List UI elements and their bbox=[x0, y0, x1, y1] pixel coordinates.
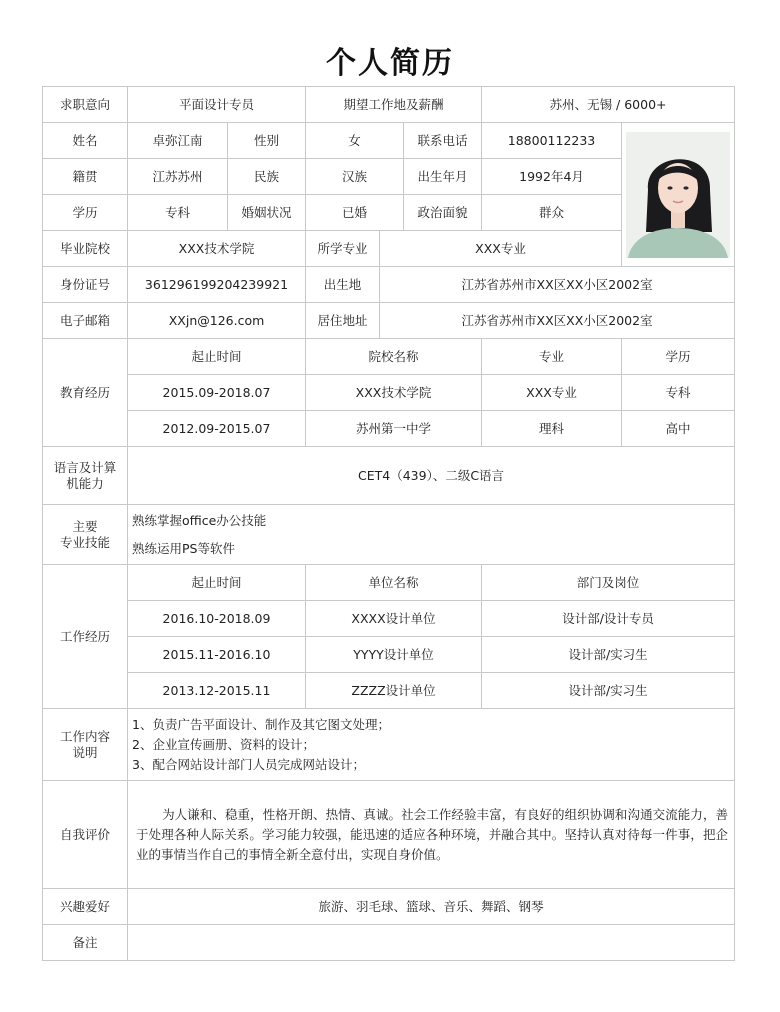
name-value: 卓弥江南 bbox=[128, 123, 228, 159]
work-row-2-dept: 设计部/实习生 bbox=[482, 637, 735, 673]
education-label: 教育经历 bbox=[43, 339, 128, 447]
work-row-2-time: 2015.11-2016.10 bbox=[128, 637, 306, 673]
edu-header-school: 院校名称 bbox=[306, 339, 482, 375]
language-value: CET4（439）、二级C语言 bbox=[128, 447, 735, 505]
table-row bbox=[43, 637, 735, 673]
phone-label: 联系电话 bbox=[404, 123, 482, 159]
address-label: 居住地址 bbox=[306, 303, 380, 339]
edu-header-degree: 学历 bbox=[622, 339, 735, 375]
edu-row-1-degree: 专科 bbox=[622, 375, 735, 411]
duty-item: 1、负责广告平面设计、制作及其它图文处理； bbox=[132, 716, 390, 732]
resume-grid bbox=[42, 86, 735, 961]
birthplace-value: 江苏省苏州市XX区XX小区2002室 bbox=[380, 267, 735, 303]
edu-row-2-major: 理科 bbox=[482, 411, 622, 447]
marriage-label: 婚姻状况 bbox=[228, 195, 306, 231]
gender-value: 女 bbox=[306, 123, 404, 159]
id-value: 361296199204239921 bbox=[128, 267, 306, 303]
work-label: 工作经历 bbox=[43, 565, 128, 709]
expect-value: 苏州、无锡 / 6000+ bbox=[482, 87, 735, 123]
hobbies-label: 兴趣爱好 bbox=[43, 889, 128, 925]
major-label: 所学专业 bbox=[306, 231, 380, 267]
work-header-dept: 部门及岗位 bbox=[482, 565, 735, 601]
self-eval-label: 自我评价 bbox=[43, 781, 128, 889]
duty-item: 3、配合网站设计部门人员完成网站设计； bbox=[132, 756, 365, 772]
intent-label: 求职意向 bbox=[43, 87, 128, 123]
duties-label-line1: 工作内容 bbox=[59, 728, 110, 744]
edu-row-2-time: 2012.09-2015.07 bbox=[128, 411, 306, 447]
skills-label-line1: 主要 bbox=[72, 518, 98, 534]
edu-header-time: 起止时间 bbox=[128, 339, 306, 375]
work-header-company: 单位名称 bbox=[306, 565, 482, 601]
origin-value: 江苏苏州 bbox=[128, 159, 228, 195]
work-row-1-dept: 设计部/设计专员 bbox=[482, 601, 735, 637]
edu-row-2-degree: 高中 bbox=[622, 411, 735, 447]
birth-value: 1992年4月 bbox=[482, 159, 622, 195]
skills-label-line2: 专业技能 bbox=[59, 534, 110, 550]
notes-label: 备注 bbox=[43, 925, 128, 961]
origin-label: 籍贯 bbox=[43, 159, 128, 195]
edu-header-major: 专业 bbox=[482, 339, 622, 375]
name-label: 姓名 bbox=[43, 123, 128, 159]
skills-label bbox=[43, 505, 128, 565]
table-row bbox=[43, 673, 735, 709]
work-header-time: 起止时间 bbox=[128, 565, 306, 601]
profile-photo bbox=[626, 132, 730, 258]
school-label: 毕业院校 bbox=[43, 231, 128, 267]
email-value: XXjn@126.com bbox=[128, 303, 306, 339]
expect-label: 期望工作地及薪酬 bbox=[306, 87, 482, 123]
language-label-line2: 机能力 bbox=[66, 475, 104, 491]
duties-label bbox=[43, 709, 128, 781]
intent-value: 平面设计专员 bbox=[128, 87, 306, 123]
notes-value[interactable] bbox=[128, 925, 735, 961]
id-label: 身份证号 bbox=[43, 267, 128, 303]
duties-value bbox=[128, 709, 735, 781]
work-row-3-time: 2013.12-2015.11 bbox=[128, 673, 306, 709]
work-row-1-company: XXXX设计单位 bbox=[306, 601, 482, 637]
photo-cell bbox=[622, 123, 735, 267]
language-label-line1: 语言及计算 bbox=[53, 459, 117, 475]
edu-row-1-time: 2015.09-2018.07 bbox=[128, 375, 306, 411]
phone-value: 18800112233 bbox=[482, 123, 622, 159]
language-label bbox=[43, 447, 128, 505]
self-eval-value bbox=[128, 781, 735, 889]
major-value: XXX专业 bbox=[380, 231, 622, 267]
ethnic-value: 汉族 bbox=[306, 159, 404, 195]
table-row bbox=[43, 601, 735, 637]
resume-title: 个人简历 bbox=[326, 46, 454, 81]
gender-label: 性别 bbox=[228, 123, 306, 159]
work-row-2-company: YYYY设计单位 bbox=[306, 637, 482, 673]
ethnic-label: 民族 bbox=[228, 159, 306, 195]
work-row-3-company: ZZZZ设计单位 bbox=[306, 673, 482, 709]
birthplace-label: 出生地 bbox=[306, 267, 380, 303]
work-row-1-time: 2016.10-2018.09 bbox=[128, 601, 306, 637]
edu-row-1-school: XXX技术学院 bbox=[306, 375, 482, 411]
edu-row-2-school: 苏州第一中学 bbox=[306, 411, 482, 447]
skill-item: 熟练掌握office办公技能 bbox=[132, 512, 267, 528]
duty-item: 2、企业宣传画册、资料的设计； bbox=[132, 736, 315, 752]
edu-label: 学历 bbox=[43, 195, 128, 231]
politics-value: 群众 bbox=[482, 195, 622, 231]
table-row bbox=[43, 411, 735, 447]
school-value: XXX技术学院 bbox=[128, 231, 306, 267]
skills-value bbox=[128, 505, 735, 565]
politics-label: 政治面貌 bbox=[404, 195, 482, 231]
hobbies-value: 旅游、羽毛球、篮球、音乐、舞蹈、钢琴 bbox=[128, 889, 735, 925]
portrait-image bbox=[626, 132, 730, 258]
skill-item: 熟练运用PS等软件 bbox=[132, 540, 235, 556]
address-value: 江苏省苏州市XX区XX小区2002室 bbox=[380, 303, 735, 339]
table-row bbox=[43, 375, 735, 411]
email-label: 电子邮箱 bbox=[43, 303, 128, 339]
birth-label: 出生年月 bbox=[404, 159, 482, 195]
duties-label-line2: 说明 bbox=[72, 744, 98, 760]
self-eval-text: 为人谦和、稳重，性格开朗、热情、真诚。社会工作经验丰富，有良好的组织协调和沟通交流能力，善于处理各种人际关系。学习能力较强，能迅速的适应各种环境，并融合其中。坚持认真对待每一件事，把企业的事情当作自己的事情全新全意付出，实现自身价值。 bbox=[136, 806, 729, 862]
marriage-value: 已婚 bbox=[306, 195, 404, 231]
edu-value: 专科 bbox=[128, 195, 228, 231]
work-row-3-dept: 设计部/实习生 bbox=[482, 673, 735, 709]
edu-row-1-major: XXX专业 bbox=[482, 375, 622, 411]
